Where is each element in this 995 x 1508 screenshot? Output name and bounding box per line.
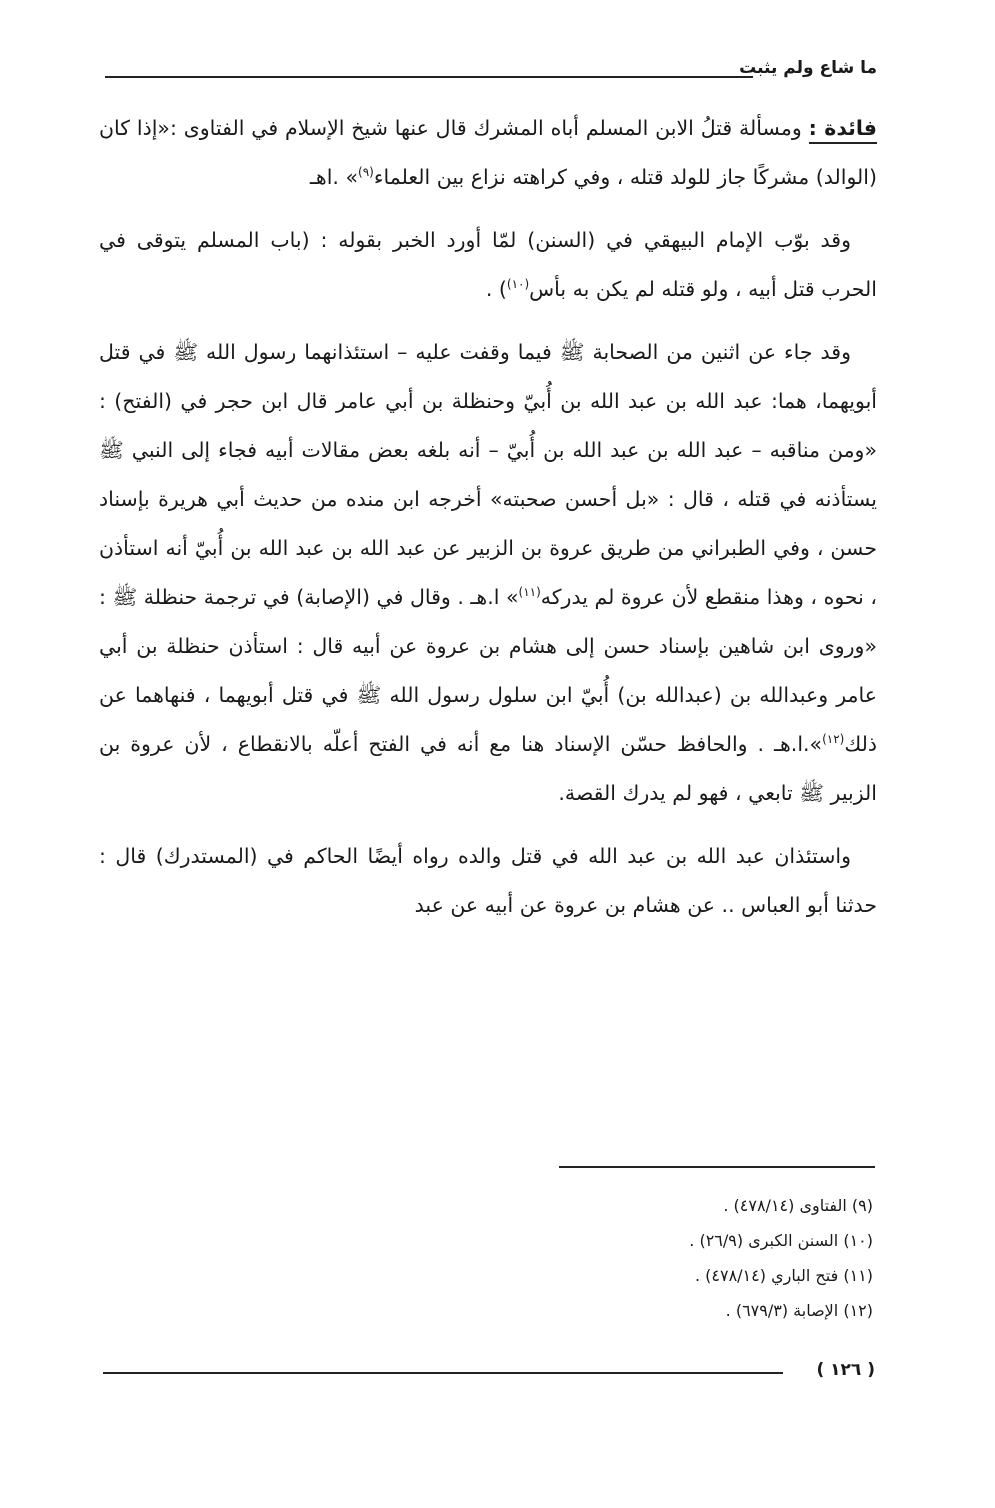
footnote-ref: (١٢) (822, 732, 845, 747)
running-header (105, 58, 877, 92)
footnote-item: (١٠) السنن الكبرى (٢٦/٩) . (689, 1231, 873, 1250)
footnotes (373, 1188, 873, 1328)
paragraph-mustadrak (99, 832, 877, 930)
paragraph-text: ومسألة قتلُ الابن المسلم أباه المشرك قال عنها شيخ الإسلام في الفتاوى :«إذا كان (الوالد) مشركًا جاز للولد قتله ، وفي كراهته نزاع بين العلماء (99, 116, 877, 189)
running-title: ما شاع ولم يثبت (739, 58, 877, 78)
fayda-label: فائدة : (809, 116, 877, 144)
paragraph-tail: » .اهـ (309, 165, 359, 189)
paragraph-bayhaqi (99, 216, 877, 314)
paragraph-tail: ) . (485, 277, 507, 301)
footnote-item: (١١) فتح الباري (٤٧٨/١٤) . (694, 1266, 873, 1285)
paragraph-text: وقد جاء عن اثنين من الصحابة ﷺ فيما وقفت عليه – استئذانهما رسول الله ﷺ في قتل أبويهما، هما: عبد الله بن عبد الله بن أُبيّ وحنظلة بن أبي عامر قال ابن حجر في (الفتح) : «ومن مناقبه – عبد الله بن عبد الله بن أُبيّ – أنه بلغه بعض مقالات أبيه فجاء إلى النبي ﷺ يستأذنه في قتله ، قال : «بل أحسن صحبته» أخرجه ابن منده من حديث أبي هريرة بإسناد حسن ، وفي الطبراني من طريق عروة بن الزبير عن عبد الله بن عبد الله بن أُبيّ أنه استأذن ، نحوه ، وهذا منقطع لأن عروة لم يدركه (99, 340, 878, 609)
footnote-item: (١٢) الإصابة (٦٧٩/٣) . (725, 1301, 873, 1320)
page-footer (103, 1360, 875, 1390)
paragraph-text: واستئذان عبد الله بن عبد الله في قتل والده رواه أيضًا الحاكم في (المستدرك) قال : حدثنا أبو العباس .. عن هشام بن عروة عن أبيه عن عبد (99, 844, 877, 917)
paragraph-sahaba (99, 328, 877, 818)
paragraph-tail: ».ا.هـ . والحافظ حسّن الإسناد هنا مع أنه في الفتح أعلّه بالانقطاع ، لأن عروة بن الزبير ﷺ تابعي ، فهو لم يدرك القصة. (99, 732, 877, 805)
header-divider (105, 76, 753, 78)
footnote-item: (٩) الفتاوى (٤٧٨/١٤) . (723, 1196, 873, 1215)
page-number: ( ١٢٦ ) (816, 1360, 875, 1380)
main-text (99, 104, 877, 944)
footnote-ref: (١١) (518, 585, 541, 600)
footnote-ref: (١٠) (506, 277, 530, 292)
footnote-divider (559, 1166, 875, 1168)
paragraph-fayda (99, 104, 877, 202)
footnote-ref: (٩) (358, 165, 374, 180)
paragraph-text: وقد بوّب الإمام البيهقي في (السنن) لمّا أورد الخبر بقوله : (باب المسلم يتوقى في الحرب قتل أبيه ، ولو قتله لم يكن به بأس (99, 228, 877, 301)
footer-divider (103, 1372, 783, 1374)
paragraph-text: » ا.هـ . وقال في (الإصابة) في ترجمة حنظلة ﷺ : «وروى ابن شاهين بإسناد حسن إلى هشام بن عروة عن أبيه قال : استأذن حنظلة بن أبي عامر وعبدالله بن (عبدالله بن) أُبيّ ابن سلول رسول الله ﷺ في قتل أبويهما ، فنهاهما عن ذلك (99, 585, 877, 756)
